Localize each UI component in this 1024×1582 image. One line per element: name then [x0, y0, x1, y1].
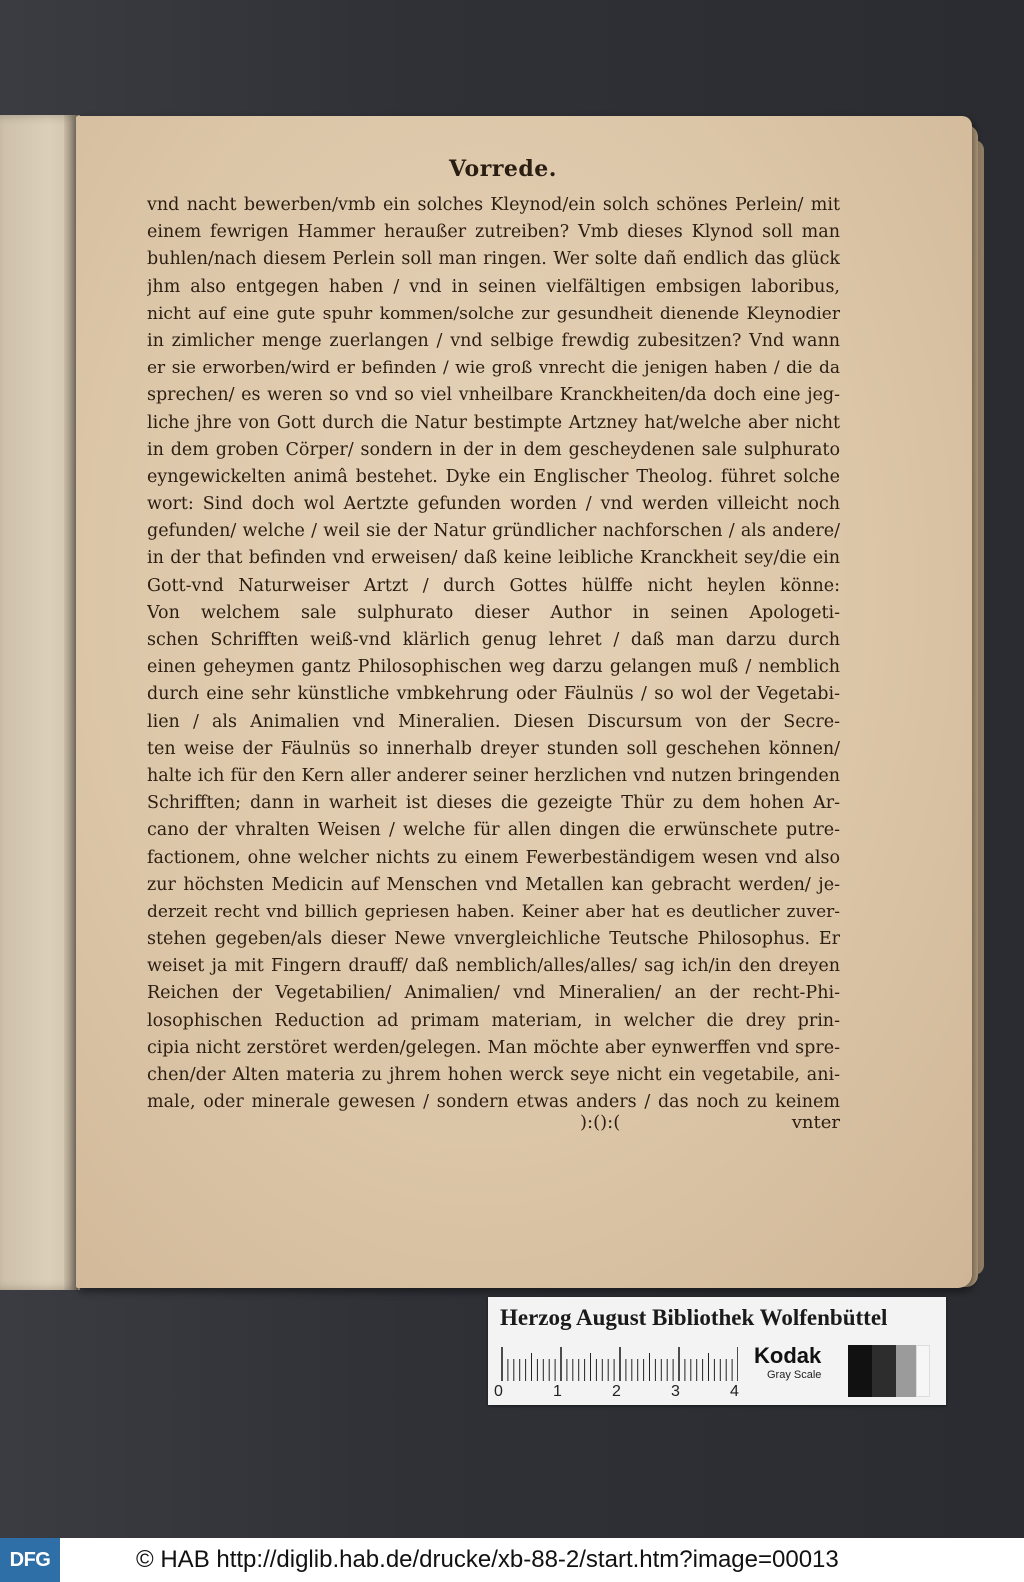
text-line: in dem groben Cörper/ sondern in der in dem gescheydenen sale sulphurato — [147, 439, 840, 460]
text-line: liche jhre von Gott durch die Natur bestimpte Artzney hat/welche aber nicht — [147, 412, 840, 433]
text-line: stehen gegeben/als dieser Newe vnvergleichliche Teutsche Philosophus. Er — [147, 929, 840, 950]
text-line: derzeit recht vnd billich gepriesen haben. Keiner aber hat es deutlicher zuver- — [147, 901, 840, 922]
ruler-ticks — [498, 1345, 738, 1385]
ruler-label: 4 — [730, 1383, 739, 1400]
text-line: in der that befinden vnd erweisen/ daß keine leibliche Kranckheit sey/die ein — [147, 548, 840, 569]
page-footer-line — [580, 1112, 840, 1142]
text-line: halte ich für den Kern aller anderer seiner herzlichen vnd nutzen bringenden — [147, 765, 840, 786]
gray-swatch-black — [848, 1345, 872, 1397]
text-line: weiset ja mit Fingern drauff/ daß nemblich/alles/alles/ sag ich/in den dreyen — [147, 956, 840, 977]
text-line: Von welchem sale sulphurato dieser Author in seinen Apologeti- — [147, 602, 840, 623]
text-line: wort: Sind doch wol Aertzte gefunden worden / vnd werden villeicht noch — [147, 494, 840, 515]
text-line: jhm also entgegen haben / vnd in seinen vielfältigen embsigen laboribus, — [147, 276, 840, 297]
dfg-logo: DFG — [0, 1538, 60, 1582]
text-line: gefunden/ welche / weil sie der Natur gründlicher nachforschen / als andere/ — [147, 521, 840, 542]
color-scale-card — [488, 1297, 946, 1405]
viewer-footer — [0, 1538, 1024, 1582]
ruler-label: 1 — [553, 1383, 562, 1400]
text-line: vnd nacht bewerben/vmb ein solches Kleynod/ein solch schönes Perlein/ mit — [147, 195, 840, 215]
text-line: nicht auf eine gute spuhr kommen/solche zur gesundheit dienende Kleynodier — [147, 303, 840, 324]
ruler-labels — [494, 1383, 744, 1403]
text-line: eyngewickelten animâ bestehet. Dyke ein Englischer Theolog. führet solche — [147, 466, 840, 487]
text-line: Reichen der Vegetabilien/ Animalien/ vnd Mineralien/ an der recht-Phi- — [147, 983, 840, 1004]
text-line: in zimlicher menge zuerlangen / vnd selbige frewdig zubesitzen? Vnd wann — [147, 330, 840, 351]
kodak-logo: Kodak — [754, 1343, 822, 1368]
gray-swatch-white — [916, 1345, 930, 1397]
text-line: er sie erworben/wird er befinden / wie groß vnrecht die jenigen haben / die da — [147, 358, 840, 379]
text-line: durch eine sehr künstliche vmbkehrung oder Fäulnüs / so wol der Vegetabi- — [147, 684, 840, 705]
text-line: einem fewrigen Hammer heraußer zutreiben? Vmb dieses Klynod soll man — [147, 222, 840, 243]
text-line: male, oder minerale gewesen / sondern etwas anders / das noch zu keinem — [147, 1092, 840, 1113]
text-line: losophischen Reduction ad primam materiam, in welcher die drey prin- — [147, 1010, 840, 1031]
gray-swatch-mid — [896, 1345, 916, 1397]
text-line: zur höchsten Medicin auf Menschen vnd Metallen kan gebracht werden/ je- — [147, 874, 840, 895]
text-line: chen/der Alten materia zu jhrem hohen werck seye nicht ein vegetabile, ani- — [147, 1065, 840, 1085]
text-line: Gott-vnd Naturweiser Artzt / durch Gottes hülffe nicht heylen könne: — [147, 575, 840, 596]
gray-scale-label: Gray Scale — [767, 1369, 822, 1381]
text-line: buhlen/nach diesem Perlein soll man ringen. Wer solte dañ endlich das glück — [147, 249, 840, 270]
text-line: lien / als Animalien vnd Mineralien. Diesen Discursum von der Secre- — [147, 711, 840, 732]
signature-mark: ):():( — [580, 1112, 621, 1133]
text-line: ten weise der Fäulnüs so innerhalb dreyer stunden soll geschehen können/ — [147, 738, 840, 759]
copyright-link-text[interactable]: © HAB http://diglib.hab.de/drucke/xb-88-2/start.htm?image=00013 — [136, 1546, 839, 1573]
page-header: Vorrede. — [449, 156, 557, 182]
ruler-label: 2 — [612, 1383, 621, 1400]
text-line: einen geheymen gantz Philosophischen weg darzu gelangen muß / nemblich — [147, 657, 840, 678]
text-line: cipia nicht zerstöret werden/gelegen. Man möchte aber eynwerffen vnd spre- — [147, 1037, 840, 1058]
text-line: factionem, ohne welcher nichts zu einem Fewerbeständigem wesen vnd also — [147, 847, 840, 868]
ruler-label: 0 — [494, 1383, 503, 1400]
ruler-label: 3 — [671, 1383, 680, 1400]
text-line: cano der vhralten Weisen / welche für allen dingen die erwünschete putre- — [147, 820, 840, 841]
text-line: schen Schrifften weiß-vnd klärlich genug lehret / daß man darzu durch — [147, 630, 840, 650]
catchword: vnter — [791, 1112, 840, 1133]
text-line: Schrifften; dann in warheit ist dieses die gezeigte Thür zu dem hohen Ar- — [147, 793, 840, 814]
gray-swatch-dark — [872, 1345, 896, 1397]
body-text — [147, 192, 840, 1116]
library-name: Herzog August Bibliothek Wolfenbüttel — [500, 1305, 888, 1330]
text-line: sprechen/ es weren so vnd so viel vnheilbare Kranckheiten/da doch eine jeg- — [147, 385, 840, 406]
